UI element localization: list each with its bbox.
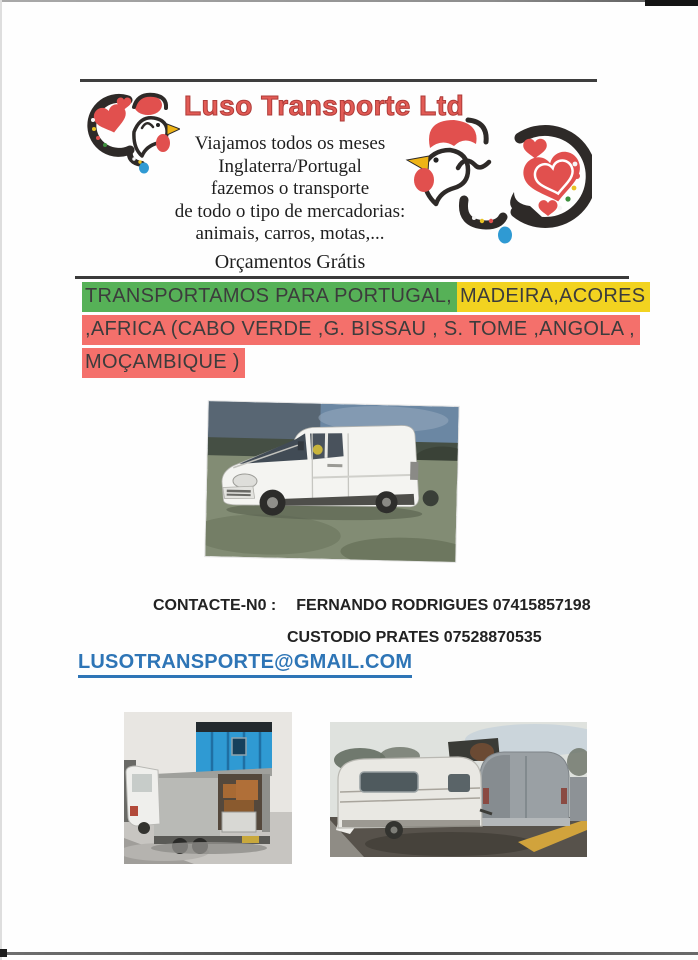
scan-bottom-corner-mark [0, 949, 7, 957]
rooster-logo-large [402, 112, 592, 254]
free-quote-text: Orçamentos Grátis [214, 251, 366, 273]
caravan-photo-image [330, 722, 587, 857]
header-divider-top [80, 79, 597, 82]
scan-top-edge [0, 0, 698, 2]
caravan-photo [330, 722, 587, 857]
contact-person-2: CUSTODIO PRATES 07528870535 [287, 629, 542, 646]
contact-line-1 [153, 597, 591, 615]
tagline-line: Inglaterra/Portugal [218, 155, 362, 177]
rooster-icon [402, 112, 592, 254]
highlight-red: MOÇAMBIQUE ) [82, 348, 245, 378]
scan-left-edge [0, 0, 2, 960]
van-photo [205, 401, 458, 562]
tagline-line: fazemos o transporte [210, 178, 370, 199]
scan-corner-mark [645, 0, 698, 6]
tagline-line: animais, carros, motas,... [195, 223, 385, 244]
header-divider-bottom [75, 276, 629, 279]
highlight-green: TRANSPORTAMOS PARA PORTUGAL, [82, 282, 457, 312]
tagline-line: Viajamos todos os meses [194, 133, 386, 154]
van-photo-image [205, 401, 458, 562]
truck-photo [124, 712, 292, 864]
truck-photo-image [124, 712, 292, 864]
destinations-line-1 [82, 282, 650, 312]
destinations-line-2 [82, 315, 650, 345]
contact-person-1: FERNANDO RODRIGUES 07415857198 [296, 597, 591, 614]
highlight-yellow: MADEIRA,ACORES [457, 282, 650, 312]
scan-bottom-edge [0, 952, 698, 955]
tagline-line: de todo o tipo de mercadorias: [174, 200, 406, 222]
contact-label: CONTACTE-N0 : [153, 597, 277, 614]
destinations-line-3 [82, 348, 650, 378]
destinations-block [82, 282, 650, 381]
email-link[interactable]: LUSOTRANSPORTE@GMAIL.COM [78, 651, 412, 678]
page-title: Luso Transporte Ltd [184, 90, 465, 121]
highlight-red: ,AFRICA (CABO VERDE ,G. BISSAU , S. TOME ,ANGOLA , [82, 315, 640, 345]
